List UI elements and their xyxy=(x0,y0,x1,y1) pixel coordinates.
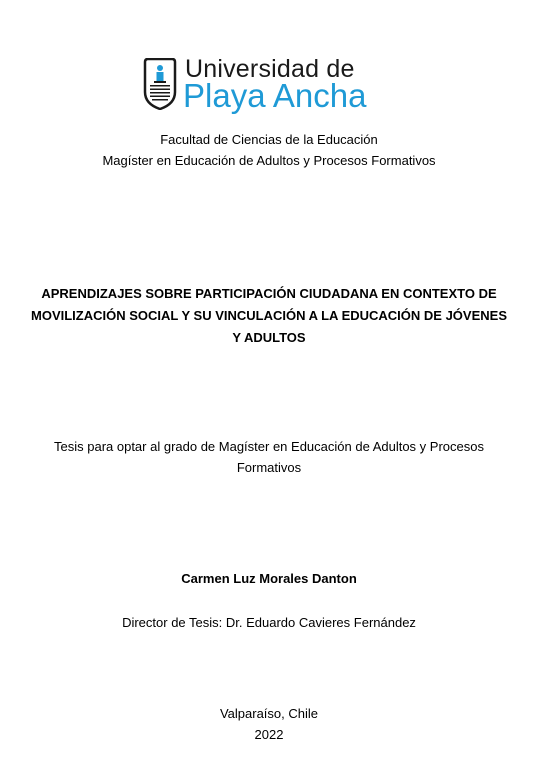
year: 2022 xyxy=(254,727,284,742)
university-logo xyxy=(141,55,391,114)
logo-text-playa-ancha: Playa Ancha xyxy=(183,77,367,114)
lighthouse-shield-icon xyxy=(141,58,179,110)
author-name: Carmen Luz Morales Danton xyxy=(181,571,357,586)
logo-text-university: Universidad de xyxy=(185,55,355,83)
place-and-date xyxy=(0,703,538,745)
place: Valparaíso, Chile xyxy=(219,706,319,721)
thesis-director: Director de Tesis: Dr. Eduardo Cavieres Fernández xyxy=(122,615,416,630)
program-name: Magíster en Educación de Adultos y Procesos Formativos xyxy=(102,153,436,168)
faculty-block xyxy=(0,129,538,171)
degree-statement: Tesis para optar al grado de Magíster en Educación de Adultos y Procesos Formativos xyxy=(54,439,484,475)
faculty-name: Facultad de Ciencias de la Educación xyxy=(160,132,378,147)
thesis-title: APRENDIZAJES SOBRE PARTICIPACIÓN CIUDADANA EN CONTEXTO DE MOVILIZACIÓN SOCIAL Y SU VINCULACIÓN A LA EDUCACIÓN DE JÓVENES Y ADULTOS xyxy=(31,286,507,345)
